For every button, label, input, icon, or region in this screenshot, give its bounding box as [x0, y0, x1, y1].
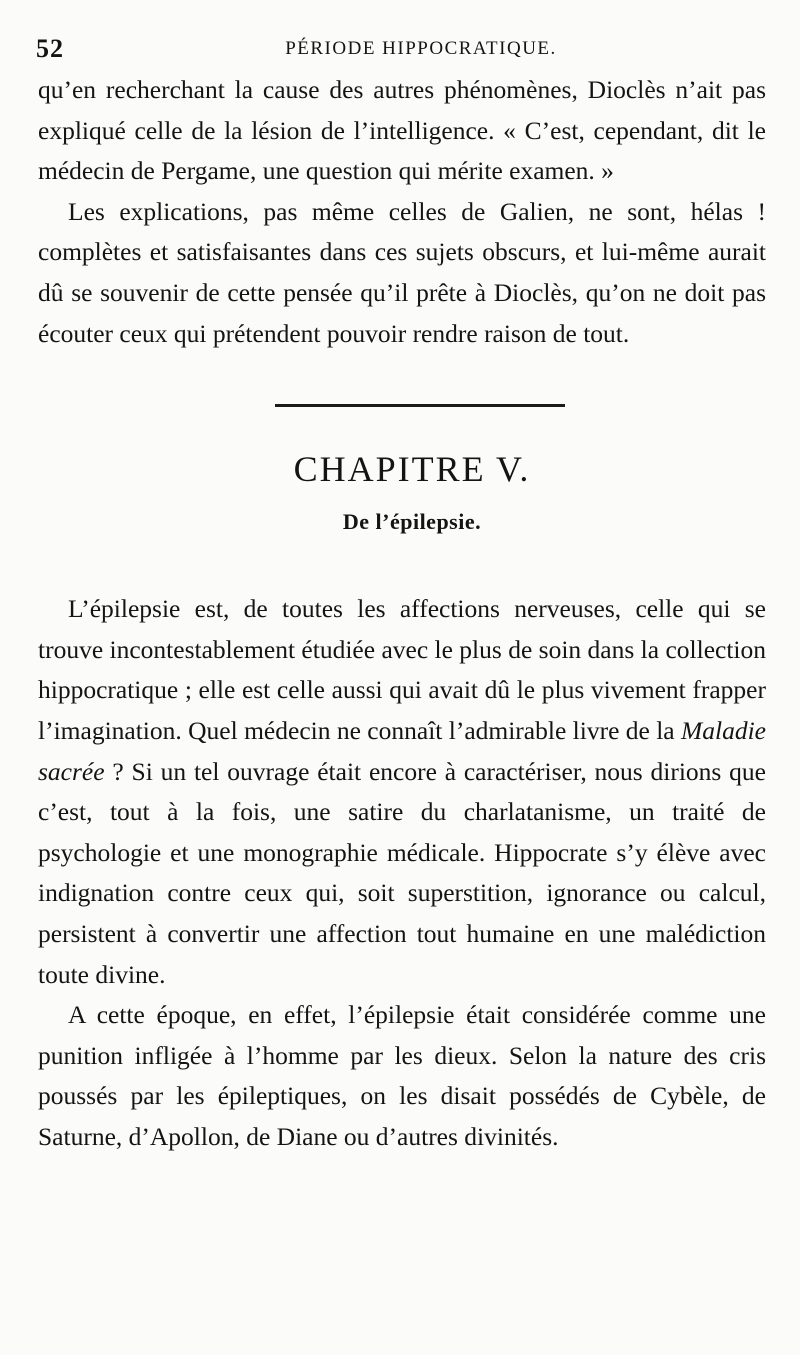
paragraph-text: ? Si un tel ouvrage était encore à caractériser, nous dirions que c’est, tout à la fois, une satire du charlatanisme, un traité de psychologie et une monographie médicale. Hippocrate s’y élève avec indignation contre ceux qui, soit superstition, ignorance ou calcul, persistent à convertir une affection tout humaine en une malédiction toute divine. — [38, 756, 766, 989]
paragraph-epilepsy-gods: A cette époque, en effet, l’épilepsie était considérée comme une punition infligée à l’homme par les dieux. Selon la nature des cris poussés par les épileptiques, on les disait possédés de Cybèle, de Saturne, d’Apollon, de Diane ou d’autres divinités. — [38, 1000, 766, 1151]
paragraph-text: L’épilepsie est, de toutes les affections nerveuses, celle qui se trouve incontestablement étudiée avec le plus de soin dans la collection hippocratique ; elle est celle aussi qui avait dû le plus vivement frapper l’imagination. Quel médecin ne connaît l’admirable livre de la — [38, 594, 766, 745]
paragraph-continuation: qu’en recherchant la cause des autres phénomènes, Dioclès n’ait pas expliqué celle de la lésion de l’intelligence. « C’est, cependant, dit le médecin de Pergame, une question qui mérite examen. » — [38, 75, 766, 186]
paragraph-explanations: Les explications, pas même celles de Galien, ne sont, hélas ! complètes et satisfaisantes dans ces sujets obscurs, et lui-même aurait dû se souvenir de cette pensée qu’il prête à Dioclès, qu’on ne doit pas écouter ceux qui prétendent pouvoir rendre raison de tout. — [38, 196, 766, 348]
paragraph-epilepsy-intro — [38, 589, 766, 995]
page-body — [38, 70, 766, 1157]
section-divider — [275, 404, 565, 407]
page-header — [36, 34, 766, 64]
chapter-heading: CHAPITRE V. — [293, 449, 531, 490]
page-number: 52 — [36, 34, 64, 63]
book-title-italic: Maladie sacrée — [38, 715, 766, 786]
running-title: PÉRIODE HIPPOCRATIQUE. — [285, 38, 557, 59]
chapter-subtitle: De l’épilepsie. — [342, 509, 482, 535]
